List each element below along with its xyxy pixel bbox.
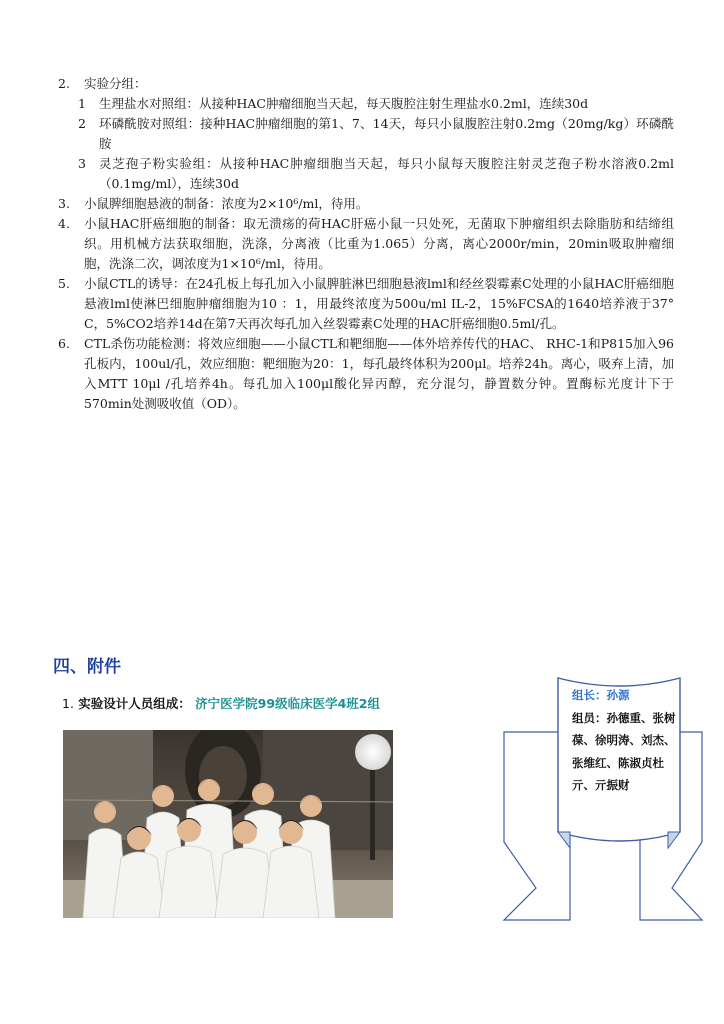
sub-text: 灵芝孢子粉实验组：从接种HAC肿瘤细胞当天起，每只小鼠每天腹腔注射灵芝孢子粉水溶液0.2ml（0.1mg/ml），连续30d (99, 156, 674, 191)
team-members: 组员：孙德重、张树葆、徐明涛、刘杰、张维红、陈淑贞杜亓、亓振财 (572, 710, 676, 792)
list-item (58, 274, 674, 334)
group-photo (63, 730, 393, 918)
item-number: 2. (58, 76, 70, 91)
sub-item (58, 114, 674, 154)
ribbon-text (572, 684, 676, 797)
sub-number: 1 (78, 96, 86, 111)
item-number: 4. (58, 216, 70, 231)
sub-text: 生理盐水对照组：从接种HAC肿瘤细胞当天起，每天腹腔注射生理盐水0.2ml，连续30d (99, 96, 589, 111)
team-leader: 组长：孙源 (572, 688, 630, 702)
item-number: 6. (58, 336, 70, 351)
list-item (58, 74, 674, 94)
sub-number: 2 (78, 116, 86, 131)
section-heading: 四、附件 (53, 657, 121, 677)
list-item (58, 334, 674, 414)
item-text: 小鼠脾细胞悬液的制备：浓度为2×10⁶/ml，待用。 (84, 196, 369, 211)
item-text: CTL杀伤功能检测：将效应细胞——小鼠CTL和靶细胞——体外培养传代的HAC、 RHC-1和P815加入96孔板内，100ul/孔，效应细胞：靶细胞为20：1，每孔最终体积为200μl。培养24h。离心，吸弃上清，加入MTT 10μl /孔培养4h。每孔加入100μl酸化异丙醇，充分混匀，静置数分钟。置酶标光度计下于570min处测吸收值（OD）。 (84, 336, 674, 411)
sub-item (58, 154, 674, 194)
item-text: 小鼠CTL的诱导：在24孔板上每孔加入小鼠脾脏淋巴细胞悬液lml和经丝裂霉素C处理的小鼠HAC肝癌细胞悬液lml使淋巴细胞肿瘤细胞为10 ：1，用最终浓度为500u/ml IL-2，15%FCSA的1640培养液于37° C，5%CO2培养14d在第7天再次每孔加入丝裂霉素C处理的HAC肝癌细胞0.5ml/孔。 (84, 276, 674, 331)
list-item (58, 194, 674, 214)
team-line (62, 694, 380, 712)
sub-text: 环磷酰胺对照组：接种HAC肿瘤细胞的第1、7、14天，每只小鼠腹腔注射0.2mg（20mg/kg）环磷酰胺 (99, 116, 674, 151)
team-organization: 济宁医学院99级临床医学4班2组 (195, 696, 380, 711)
item-number: 5. (58, 276, 70, 291)
list-item (58, 214, 674, 274)
team-number: 1. (62, 696, 74, 711)
sub-item (58, 94, 674, 114)
team-label: 实验设计人员组成： (78, 696, 191, 711)
method-list (58, 74, 674, 414)
item-text: 实验分组： (84, 76, 147, 91)
item-text: 小鼠HAC肝癌细胞的制备：取无溃疡的荷HAC肝癌小鼠一只处死，无菌取下肿瘤组织去除脂肪和结缔组织。用机械方法获取细胞，洗涤，分离液（比重为1.065）分离，离心2000r/min，20min吸取肿瘤细胞，洗涤二次，调浓度为1×10⁶/ml，待用。 (84, 216, 674, 271)
item-number: 3. (58, 196, 70, 211)
sub-number: 3 (78, 156, 86, 171)
